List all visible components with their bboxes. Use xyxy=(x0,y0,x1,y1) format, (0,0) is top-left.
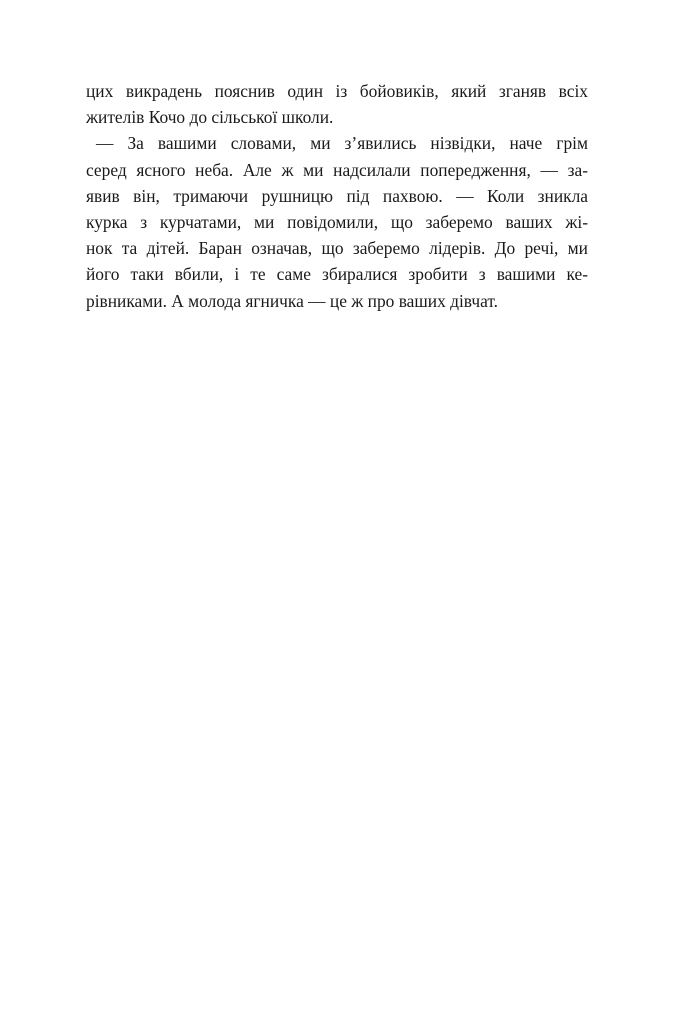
text-line: жителів Кочо до сільської школи. xyxy=(86,107,334,128)
text-line: курка з курчатами, ми повідомили, що заберемо ваших жі- xyxy=(86,211,588,232)
paragraph xyxy=(86,78,588,130)
text-line: нок та дітей. Баран означав, що заберемо лідерів. До речі, ми xyxy=(86,238,588,259)
text-line: явив він, тримаючи рушницю під пахвою. — Коли зникла xyxy=(86,185,588,206)
text-line: — За вашими словами, ми з’явились нізвідки, наче грім xyxy=(96,133,588,154)
text-line: серед ясного неба. Але ж ми надсилали попередження, — за- xyxy=(86,159,588,180)
text-line: його таки вбили, і те саме збиралися зробити з вашими ке- xyxy=(86,264,588,285)
body-text xyxy=(86,78,588,314)
text-line: цих викрадень пояснив один із бойовиків, який зганяв всіх xyxy=(86,81,588,101)
text-line: рівниками. А молода ягничка — це ж про ваших дівчат. xyxy=(86,290,499,311)
paragraph xyxy=(86,130,588,313)
